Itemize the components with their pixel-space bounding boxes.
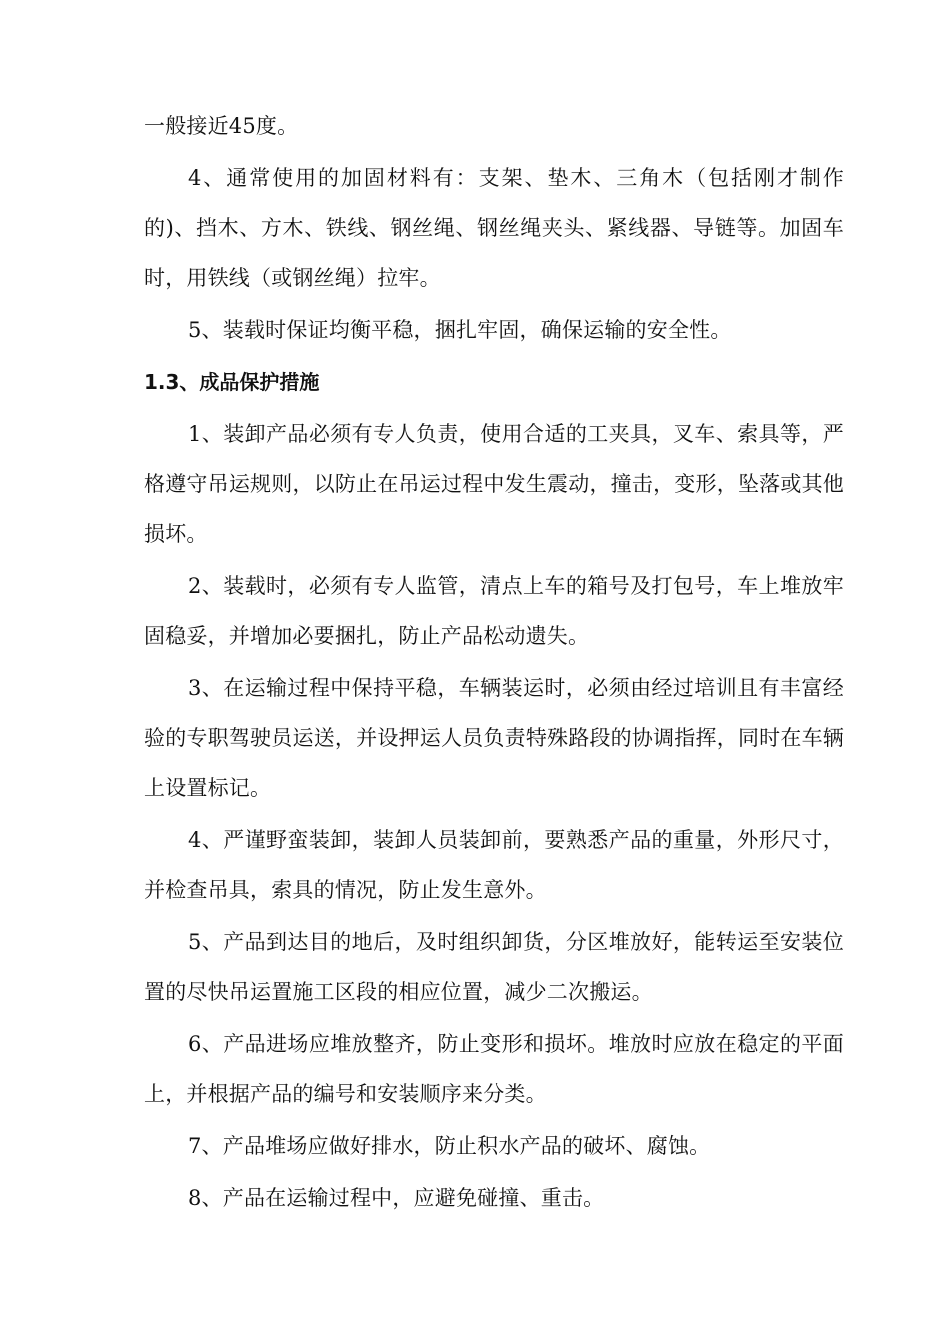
- paragraph-protection-6: 6、产品进场应堆放整齐，防止变形和损坏。堆放时应放在稳定的平面上，并根据产品的编号和安装顺序来分类。: [144, 1032, 844, 1106]
- paragraph-protection-1: 1、装卸产品必须有专人负责，使用合适的工夹具，叉车、索具等，严格遵守吊运规则，以防止在吊运过程中发生震动，撞击，变形，坠落或其他损坏。: [144, 422, 844, 546]
- paragraph-protection-7: 7、产品堆场应做好排水，防止积水产品的破坏、腐蚀。: [188, 1134, 711, 1158]
- paragraph-item-5-loading: 5、装载时保证均衡平稳，捆扎牢固，确保运输的安全性。: [188, 318, 732, 342]
- paragraph-protection-8: 8、产品在运输过程中，应避免碰撞、重击。: [188, 1186, 605, 1210]
- paragraph-continuation: 一般接近45度。: [144, 114, 299, 138]
- paragraph-protection-4: 4、严谨野蛮装卸，装卸人员装卸前，要熟悉产品的重量，外形尺寸，并检查吊具，索具的情况，防止发生意外。: [144, 828, 844, 902]
- paragraph-protection-3: 3、在运输过程中保持平稳，车辆装运时，必须由经过培训且有丰富经验的专职驾驶员运送，并设押运人员负责特殊路段的协调指挥，同时在车辆上设置标记。: [144, 676, 844, 800]
- paragraph-item-4-materials: 4、通常使用的加固材料有：支架、垫木、三角木（包括刚才制作的)、挡木、方木、铁线、钢丝绳、钢丝绳夹头、紧线器、导链等。加固车时，用铁线（或钢丝绳）拉牢。: [144, 166, 844, 290]
- document-body: [144, 101, 844, 1225]
- paragraph-protection-5: 5、产品到达目的地后，及时组织卸货，分区堆放好，能转运至安装位置的尽快吊运置施工区段的相应位置，减少二次搬运。: [144, 930, 844, 1004]
- section-heading: 1.3、成品保护措施: [144, 370, 320, 394]
- paragraph-protection-2: 2、装载时，必须有专人监管，清点上车的箱号及打包号，车上堆放牢固稳妥，并增加必要捆扎，防止产品松动遗失。: [144, 574, 844, 648]
